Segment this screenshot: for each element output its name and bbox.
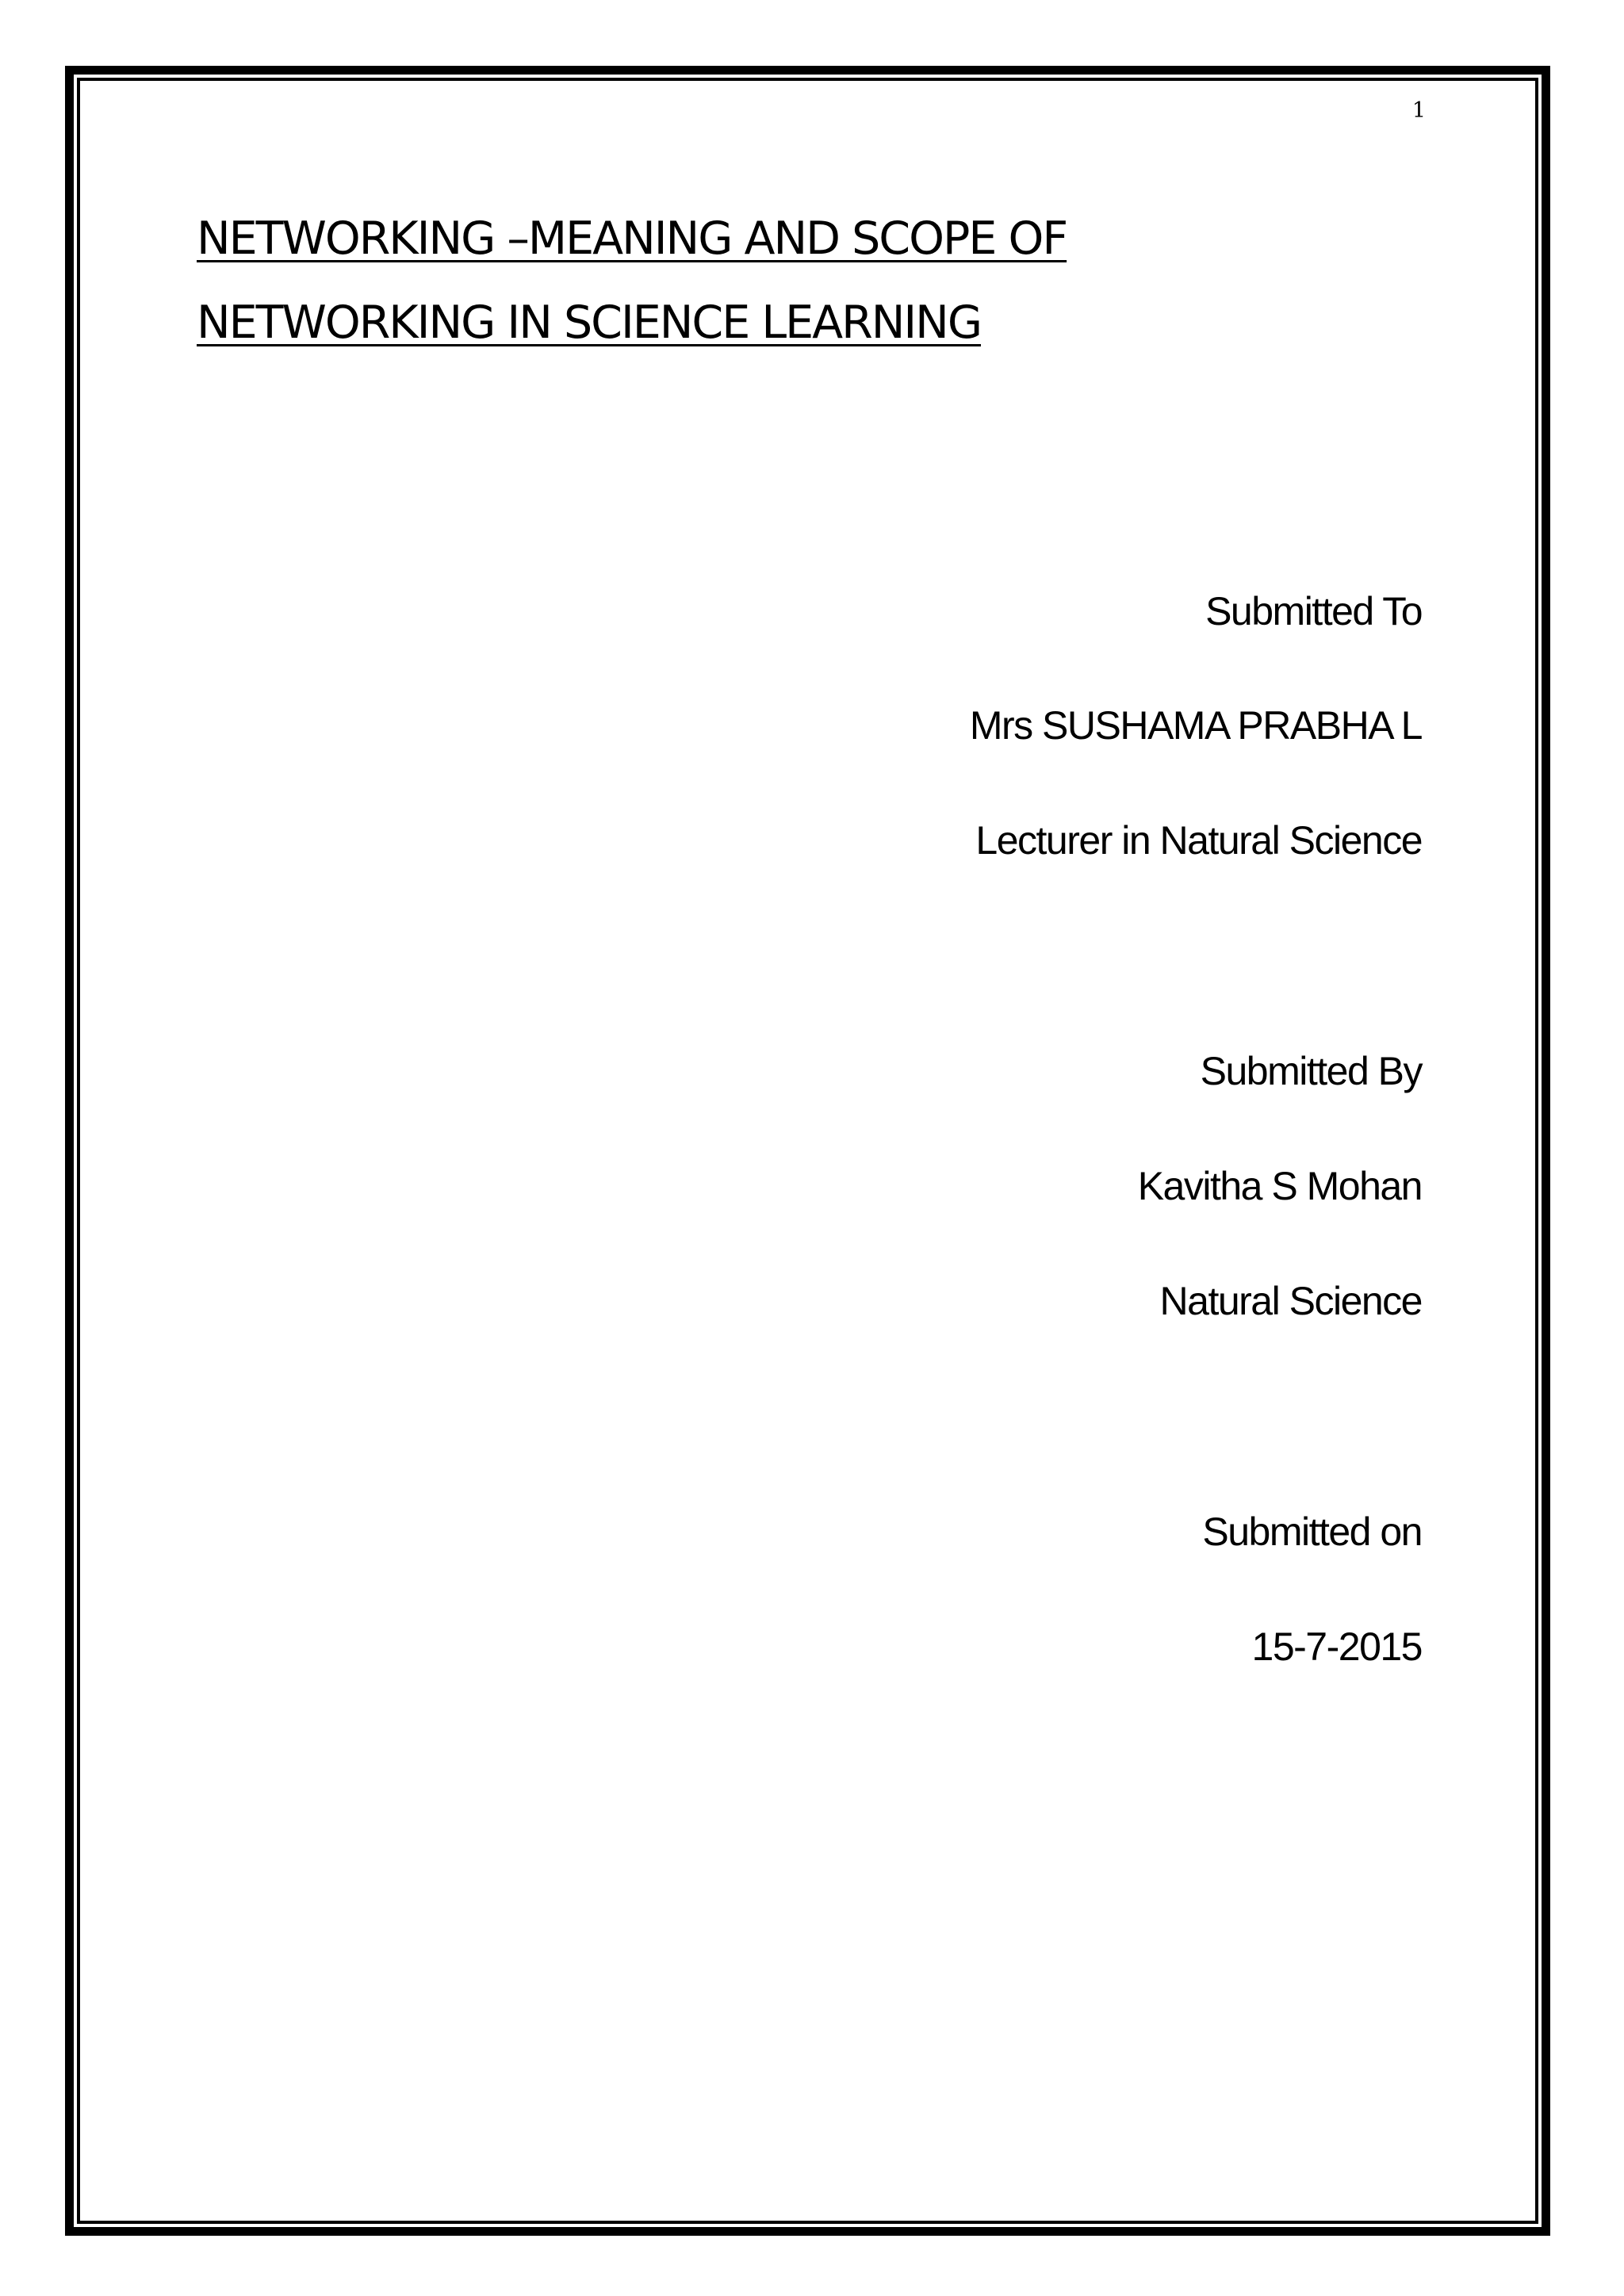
submitted-to-name: Mrs SUSHAMA PRABHA L: [969, 703, 1422, 748]
title-line-1: NETWORKING –MEANING AND SCOPE OF: [197, 212, 1067, 265]
submitted-on-heading: Submitted on: [1202, 1510, 1422, 1554]
submitted-to-heading: Submitted To: [1205, 589, 1422, 633]
submitted-to-designation: Lecturer in Natural Science: [975, 818, 1422, 863]
title-line-2: NETWORKING IN SCIENCE LEARNING: [197, 297, 981, 349]
submitted-by-department: Natural Science: [1159, 1279, 1422, 1323]
submitted-on-date: 15-7-2015: [1251, 1624, 1422, 1669]
page-number: 1: [1411, 98, 1426, 123]
submitted-by-name: Kavitha S Mohan: [1137, 1164, 1422, 1208]
submitted-by-heading: Submitted By: [1200, 1049, 1422, 1093]
